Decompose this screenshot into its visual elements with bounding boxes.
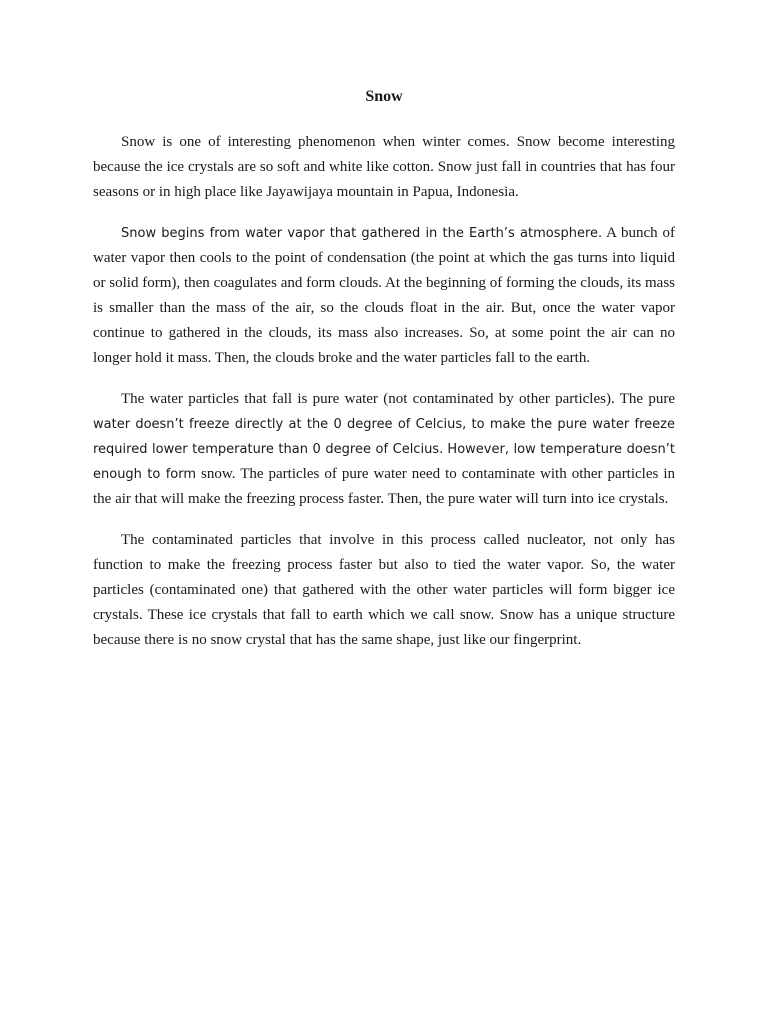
- paragraph-3-text-a: The water particles that fall is pure water (not contaminated by other particles). The pure: [121, 391, 675, 407]
- document-body: [93, 130, 675, 669]
- paragraph-3: [93, 387, 675, 512]
- paragraph-1: [93, 130, 675, 205]
- paragraph-2-text-b: A bunch of water vapor then cools to the point of condensation (the point at which the gas turns into liquid or solid form), then coagulates and form clouds. At the beginning of forming the clouds, its mass is smaller than the mass of the air, so the clouds float in the air. But, once the water vapor continue to gathered in the clouds, its mass also increases. So, at some point the air can no longer hold it mass. Then, the clouds broke and the water particles fall to the earth.: [93, 225, 675, 366]
- paragraph-3-text-d: However, low temperature doesn’t enough to form: [93, 442, 676, 482]
- paragraph-2: [93, 221, 675, 371]
- paragraph-3-text-e: snow. The particles of pure water need to contaminate with other particles in the air that will make the freezing process faster. Then, the pure water will turn into ice crystals.: [93, 466, 676, 507]
- paragraph-1-text: Snow is one of interesting phenomenon when winter comes. Snow become interesting because the ice crystals are so soft and white like cotton. Snow just fall in countries that has four seasons or in high place like Jayawijaya mountain in Papua, Indonesia.: [93, 134, 675, 200]
- paragraph-2-text-a: Snow begins from water vapor that gathered in the Earth’s atmosphere.: [121, 226, 603, 241]
- paragraph-4-text: The contaminated particles that involve in this process called nucleator, not only has function to make the freezing process faster but also to tied the water vapor. So, the water particles (contaminated one) that gathered with the other water particles will form bigger ice crystals. These ice crystals that fall to earth which we call snow. Snow has a unique structure because there is no snow crystal that has the same shape, just like our fingerprint.: [93, 532, 675, 648]
- document-title: Snow: [365, 88, 403, 105]
- paragraph-4: [93, 528, 675, 653]
- paragraph-3-text-b: water doesn’t freeze directly at the 0 degree of Celcius, to make the pure water freeze required lower temperature than 0 degree of Celcius.: [93, 417, 675, 457]
